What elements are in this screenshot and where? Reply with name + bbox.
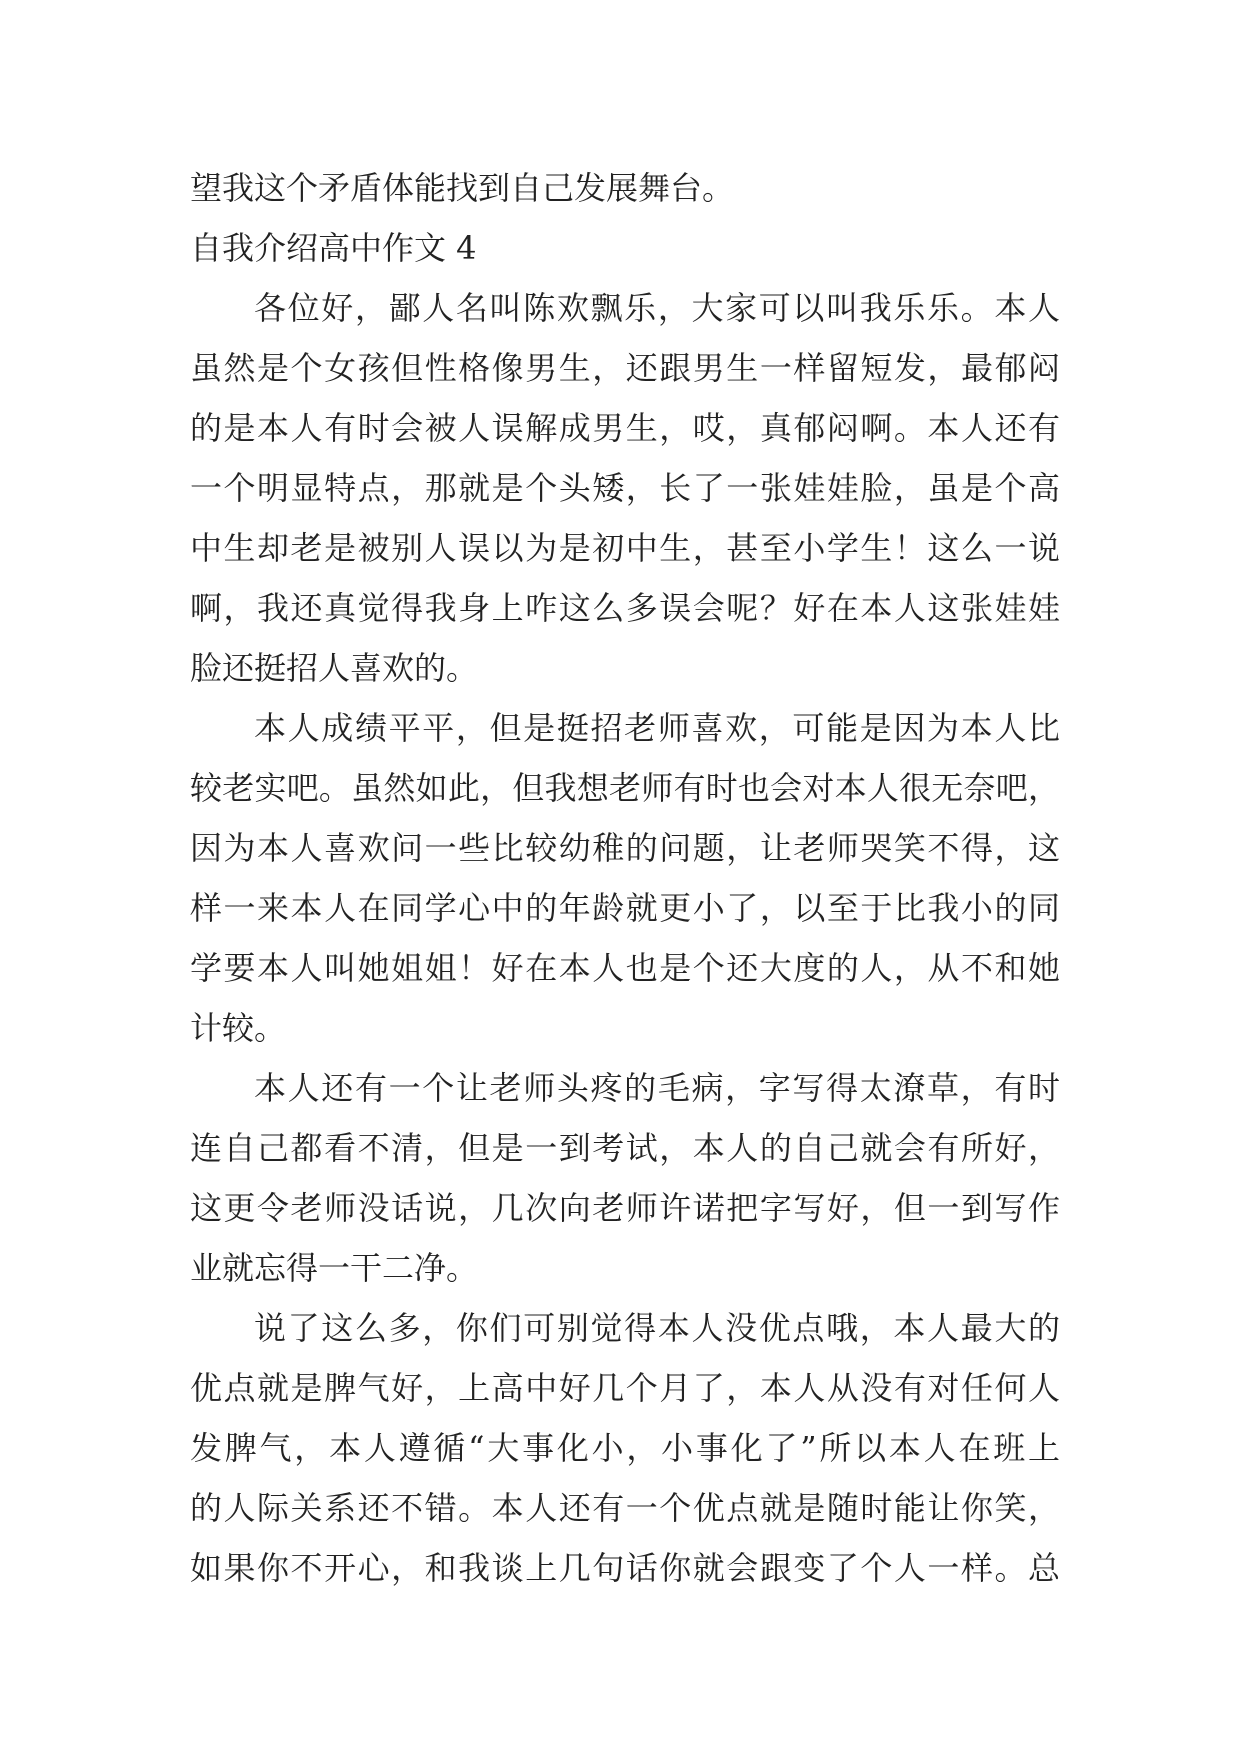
text-line: 啊，我还真觉得我身上咋这么多误会呢？好在本人这张娃娃 [190,589,1060,627]
paragraph-first-line: 各位好，鄙人名叫陈欢飘乐，大家可以叫我乐乐。本人 [254,289,1060,327]
text-line: 连自己都看不清，但是一到考试，本人的自己就会有所好， [190,1129,1060,1167]
text-line: 望我这个矛盾体能找到自己发展舞台。 [190,169,735,207]
text-line: 一个明显特点，那就是个头矮，长了一张娃娃脸，虽是个高 [190,469,1060,507]
paragraph-first-line: 本人成绩平平，但是挺招老师喜欢，可能是因为本人比 [254,709,1060,747]
text-line: 优点就是脾气好，上高中好几个月了，本人从没有对任何人 [190,1369,1060,1407]
text-line: 发脾气，本人遵循“大事化小，小事化了”所以本人在班上 [190,1429,1060,1467]
document-page [190,158,1060,1598]
text-line: 样一来本人在同学心中的年龄就更小了，以至于比我小的同 [190,889,1060,927]
text-line: 中生却老是被别人误以为是初中生，甚至小学生！这么一说 [190,529,1060,567]
text-line: 虽然是个女孩但性格像男生，还跟男生一样留短发，最郁闷 [190,349,1060,387]
text-line: 学要本人叫她姐姐！好在本人也是个还大度的人，从不和她 [190,949,1060,987]
text-line: 如果你不开心，和我谈上几句话你就会跟变了个人一样。总 [190,1549,1060,1587]
section-heading: 自我介绍高中作文 4 [190,229,477,267]
text-line: 计较。 [190,1009,287,1047]
text-line: 这更令老师没话说，几次向老师许诺把字写好，但一到写作 [190,1189,1060,1227]
text-line: 脸还挺招人喜欢的。 [190,649,479,687]
paragraph-first-line: 说了这么多，你们可别觉得本人没优点哦，本人最大的 [254,1309,1060,1347]
text-line: 的人际关系还不错。本人还有一个优点就是随时能让你笑， [190,1489,1060,1527]
text-line: 因为本人喜欢问一些比较幼稚的问题，让老师哭笑不得，这 [190,829,1060,867]
text-line: 较老实吧。虽然如此，但我想老师有时也会对本人很无奈吧， [190,769,1060,807]
paragraph-first-line: 本人还有一个让老师头疼的毛病，字写得太潦草，有时 [254,1069,1060,1107]
text-line: 业就忘得一干二净。 [190,1249,479,1287]
text-line: 的是本人有时会被人误解成男生，哎，真郁闷啊。本人还有 [190,409,1060,447]
